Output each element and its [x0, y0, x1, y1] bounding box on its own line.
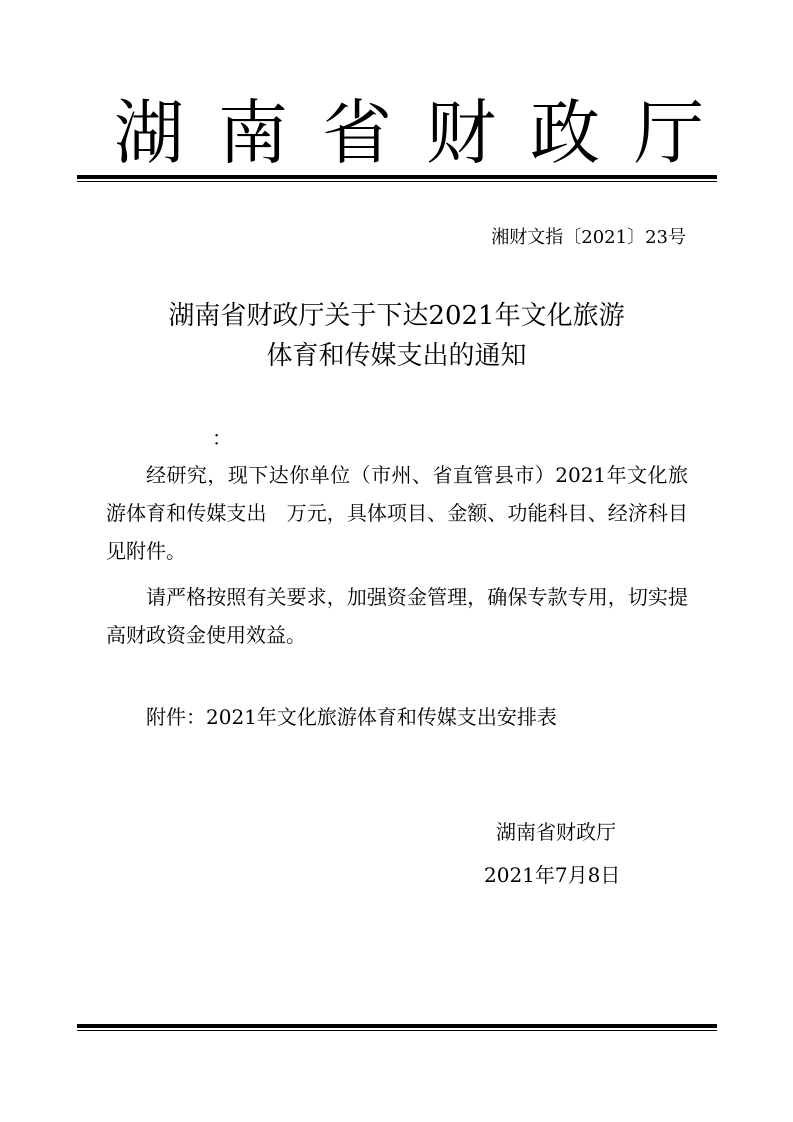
- footer-rule-bottom: [77, 1030, 717, 1031]
- footer-rule-top: [77, 1024, 717, 1028]
- agency-header-title: 湖南省财政厅: [114, 92, 738, 174]
- document-title: [80, 296, 713, 376]
- signer-name: 湖南省财政厅: [496, 820, 616, 844]
- document-title-line-2: 体育和传媒支出的通知: [266, 341, 527, 371]
- attachment-line: 附件：2021年文化旅游体育和传媒支出安排表: [146, 705, 557, 729]
- salutation: ：: [212, 426, 232, 450]
- header-rule-thick: [77, 175, 717, 179]
- signature-date: 2021年7月8日: [484, 863, 621, 887]
- document-number: 湘财文指〔2021〕23号: [491, 227, 686, 248]
- body-paragraph-1: 经研究，现下达你单位（市州、省直管县市）2021年文化旅游体育和传媒支出 万元，具体项目、金额、功能科目、经济科目见附件。: [106, 463, 688, 563]
- body-paragraph-2: 请严格按照有关要求，加强资金管理，确保专款专用，切实提高财政资金使用效益。: [106, 585, 688, 647]
- header-rule-thin: [77, 181, 717, 182]
- document-title-line-1: 湖南省财政厅关于下达2021年文化旅游: [168, 301, 625, 331]
